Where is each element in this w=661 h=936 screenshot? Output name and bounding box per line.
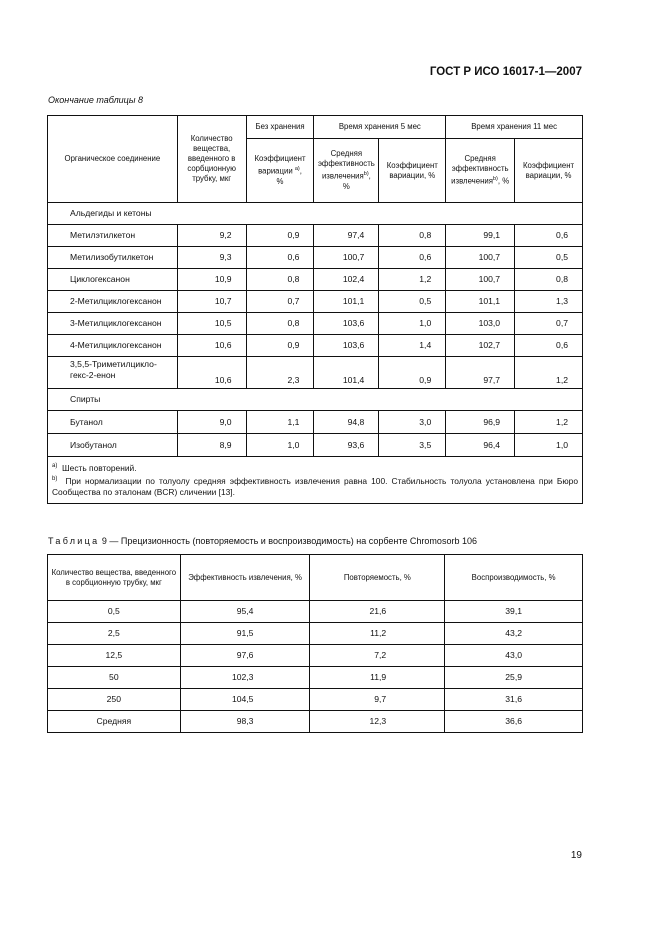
compound-name: Изобутанол [48, 434, 178, 457]
cell: 100,7 [446, 247, 515, 269]
cell: 0,7 [246, 291, 314, 313]
cell: 0,6 [515, 335, 583, 357]
cell: 100,7 [314, 247, 379, 269]
cell: 98,3 [180, 711, 310, 733]
cell: 43,2 [445, 623, 583, 645]
cell: 11,9 [310, 667, 445, 689]
cell: 0,9 [246, 225, 314, 247]
page-number: 19 [570, 850, 582, 861]
cell: 103,6 [314, 335, 379, 357]
table9-caption: Таблица 9 — Прецизионность (повторяемость и воспроизводимость) на сорбенте Chromosorb 106 [48, 536, 477, 546]
table-row [48, 711, 583, 733]
cell: 91,5 [180, 623, 310, 645]
cell: 10,6 [177, 357, 246, 389]
cell: 0,8 [246, 269, 314, 291]
table-row [48, 434, 583, 457]
cell: 0,6 [246, 247, 314, 269]
compound-name: Метилизобутилкетон [48, 247, 178, 269]
table-row [48, 645, 583, 667]
header-no-storage: Без хранения [246, 116, 314, 139]
group-name: Альдегиды и кетоны [48, 203, 583, 225]
cell: 0,5 [515, 247, 583, 269]
cell: 1,3 [515, 291, 583, 313]
table-row [48, 623, 583, 645]
cell: 0,8 [379, 225, 446, 247]
cell: 97,7 [446, 357, 515, 389]
cell: 103,0 [446, 313, 515, 335]
compound-name: 4-Метилциклогексанон [48, 335, 178, 357]
header-cv-1: Коэффициент вариации $^{a)}$, % [246, 139, 314, 203]
cell: 12,5 [48, 645, 181, 667]
document-code: ГОСТ Р ИСО 16017-1—2007 [429, 66, 582, 78]
table-row [48, 225, 583, 247]
table-row [48, 411, 583, 434]
header-storage-11: Время хранения 11 мес [446, 116, 583, 139]
footnotes-row [48, 457, 583, 504]
cell: 96,4 [446, 434, 515, 457]
cell: 21,6 [310, 601, 445, 623]
cell: 93,6 [314, 434, 379, 457]
cell: 1,0 [515, 434, 583, 457]
header-cv-11: Коэффициент вариации, % [515, 139, 583, 203]
header-cv-5: Коэффициент вариации, % [379, 139, 446, 203]
cell: 11,2 [310, 623, 445, 645]
header-repeatability: Повторяемость, % [310, 555, 445, 601]
compound-name: Бутанол [48, 411, 178, 434]
group-row [48, 389, 583, 411]
cell: 100,7 [446, 269, 515, 291]
cell: 101,4 [314, 357, 379, 389]
cell: 0,6 [515, 225, 583, 247]
cell: 9,0 [177, 411, 246, 434]
cell: 2,3 [246, 357, 314, 389]
cell: 7,2 [310, 645, 445, 667]
cell: 102,7 [446, 335, 515, 357]
table-9 [47, 554, 583, 733]
cell: 9,2 [177, 225, 246, 247]
cell: 10,9 [177, 269, 246, 291]
footnotes [48, 457, 583, 504]
table-row [48, 335, 583, 357]
table-row [48, 667, 583, 689]
cell: 8,9 [177, 434, 246, 457]
cell: 1,4 [379, 335, 446, 357]
cell: 0,9 [246, 335, 314, 357]
table-8 [47, 115, 583, 504]
compound-name: 3-Метилциклогексанон [48, 313, 178, 335]
cell: 0,9 [379, 357, 446, 389]
cell: 102,3 [180, 667, 310, 689]
cell: 0,5 [379, 291, 446, 313]
header-compound: Органическое соединение [48, 116, 178, 203]
cell: 9,7 [310, 689, 445, 711]
table-row [48, 247, 583, 269]
cell: 0,8 [246, 313, 314, 335]
cell: 25,9 [445, 667, 583, 689]
group-row [48, 203, 583, 225]
cell: 95,4 [180, 601, 310, 623]
compound-name: Циклогексанон [48, 269, 178, 291]
cell: 99,1 [446, 225, 515, 247]
table-row [48, 357, 583, 389]
cell: 101,1 [314, 291, 379, 313]
cell: 1,0 [379, 313, 446, 335]
cell: 1,1 [246, 411, 314, 434]
cell: 101,1 [446, 291, 515, 313]
cell: 1,2 [515, 411, 583, 434]
cell: 12,3 [310, 711, 445, 733]
cell: 43,0 [445, 645, 583, 667]
compound-name: 2-Метилциклогексанон [48, 291, 178, 313]
cell: 10,6 [177, 335, 246, 357]
header-eff-11: Средняя эффективность извлечения$^{b)}$, % [446, 139, 515, 203]
cell: 36,6 [445, 711, 583, 733]
cell: 0,5 [48, 601, 181, 623]
table-row [48, 313, 583, 335]
cell: 94,8 [314, 411, 379, 434]
cell: 10,7 [177, 291, 246, 313]
cell: 1,2 [379, 269, 446, 291]
cell: Средняя [48, 711, 181, 733]
cell: 1,0 [246, 434, 314, 457]
cell: 39,1 [445, 601, 583, 623]
cell: 250 [48, 689, 181, 711]
table-row [48, 291, 583, 313]
cell: 9,3 [177, 247, 246, 269]
group-name: Спирты [48, 389, 583, 411]
table-row [48, 269, 583, 291]
cell: 10,5 [177, 313, 246, 335]
cell: 3,0 [379, 411, 446, 434]
cell: 2,5 [48, 623, 181, 645]
cell: 0,6 [379, 247, 446, 269]
cell: 1,2 [515, 357, 583, 389]
table8-caption: Окончание таблицы 8 [48, 95, 143, 105]
cell: 31,6 [445, 689, 583, 711]
cell: 50 [48, 667, 181, 689]
table-row [48, 689, 583, 711]
compound-name: 3,5,5-Триметилциклогекс-2-енон [48, 357, 178, 389]
header-storage-5: Время хранения 5 мес [314, 116, 446, 139]
header-efficiency: Эффективность извлечения, % [180, 555, 310, 601]
footnote-b: $^{b)}$ При нормализации по толуолу средняя эффективность извлечения равна 100. Стабильность толуола установлена при Бюро Сообщества по эталонам (BCR) сличении [13]. [52, 475, 578, 497]
cell: 97,4 [314, 225, 379, 247]
compound-name: Метилэтилкетон [48, 225, 178, 247]
cell: 96,9 [446, 411, 515, 434]
cell: 103,6 [314, 313, 379, 335]
cell: 0,8 [515, 269, 583, 291]
footnote-a: $^{a)}$ Шесть повторений. [52, 462, 137, 473]
cell: 97,6 [180, 645, 310, 667]
cell: 0,7 [515, 313, 583, 335]
cell: 3,5 [379, 434, 446, 457]
header-amount: Количество вещества, введенного в сорбционную трубку, мкг [177, 116, 246, 203]
header-reproducibility: Воспроизводимость, % [445, 555, 583, 601]
header-amount: Количество вещества, введенного в сорбционную трубку, мкг [48, 555, 181, 601]
cell: 102,4 [314, 269, 379, 291]
header-eff-5: Средняя эффективность извлечения$^{b)}$, % [314, 139, 379, 203]
cell: 104,5 [180, 689, 310, 711]
table-row [48, 601, 583, 623]
